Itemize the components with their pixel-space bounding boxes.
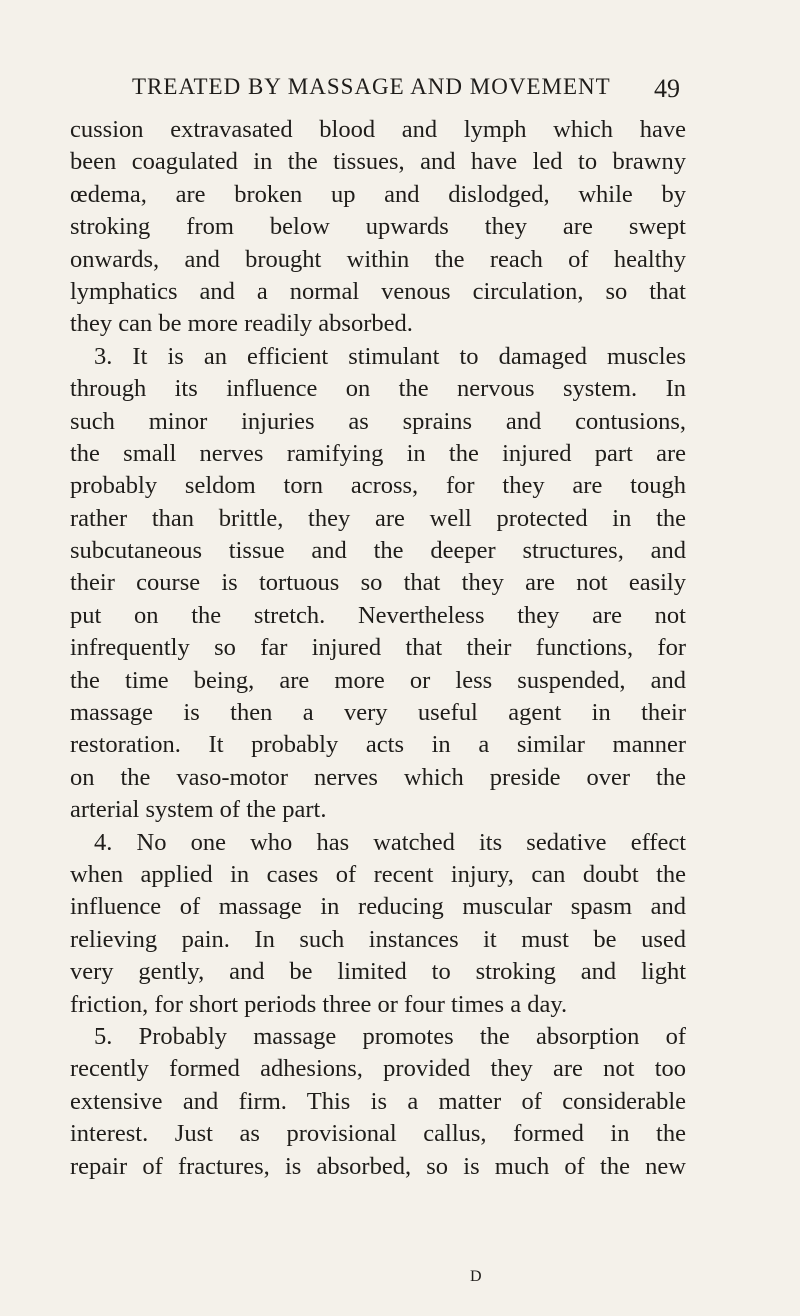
text-line: when applied in cases of recent injury, can doubt the [70, 860, 686, 888]
text-line: massage is then a very useful agent in their [70, 699, 686, 727]
text-line: stroking from below upwards they are swept [70, 213, 686, 241]
text-line: 4. No one who has watched its sedative effect [94, 828, 686, 856]
text-line: lymphatics and a normal venous circulation, so that [70, 277, 686, 305]
text-line: the small nerves ramifying in the injured part are [70, 439, 686, 467]
page-header [132, 74, 680, 108]
text-line: recently formed adhesions, provided they are not too [70, 1055, 686, 1083]
text-line: through its influence on the nervous system. In [70, 375, 686, 403]
text-line: restoration. It probably acts in a similar manner [70, 731, 686, 759]
text-line: they can be more readily absorbed. [70, 310, 413, 338]
text-line: influence of massage in reducing muscular spasm and [70, 893, 686, 921]
text-line: very gently, and be limited to stroking and light [70, 958, 686, 986]
body-text [70, 114, 686, 1183]
text-line: such minor injuries as sprains and contusions, [70, 407, 686, 435]
text-line: subcutaneous tissue and the deeper structures, and [70, 537, 686, 565]
running-title: TREATED BY MASSAGE AND MOVEMENT [132, 74, 611, 99]
text-line: repair of fractures, is absorbed, so is much of the new [70, 1152, 686, 1180]
text-line: been coagulated in the tissues, and have led to brawny [70, 148, 686, 176]
text-line: onwards, and brought within the reach of healthy [70, 245, 686, 273]
text-line: the time being, are more or less suspended, and [70, 666, 686, 694]
page-number: 49 [654, 74, 680, 103]
text-line: interest. Just as provisional callus, formed in the [70, 1120, 686, 1148]
text-line: œdema, are broken up and dislodged, while by [70, 180, 686, 208]
text-line: arterial system of the part. [70, 796, 327, 824]
text-line: on the vaso-motor nerves which preside over the [70, 763, 686, 791]
text-line: cussion extravasated blood and lymph which have [70, 116, 686, 143]
text-line: rather than brittle, they are well protected in the [70, 504, 686, 532]
signature-mark: D [470, 1268, 482, 1285]
text-line: extensive and firm. This is a matter of considerable [70, 1087, 686, 1115]
text-line: relieving pain. In such instances it must be used [70, 925, 686, 953]
text-line: infrequently so far injured that their functions, for [70, 634, 686, 662]
text-line: 3. It is an efficient stimulant to damaged muscles [94, 342, 686, 370]
text-line: 5. Probably massage promotes the absorption of [94, 1022, 686, 1050]
text-line: put on the stretch. Nevertheless they are not [70, 601, 686, 629]
text-line: probably seldom torn across, for they are tough [70, 472, 686, 500]
text-line: friction, for short periods three or four times a day. [70, 990, 568, 1018]
text-line: their course is tortuous so that they are not easily [70, 569, 686, 597]
